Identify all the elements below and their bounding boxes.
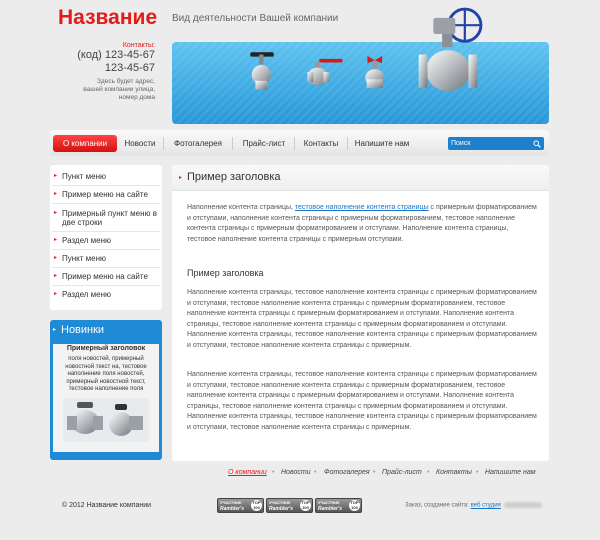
footer-nav-gallery[interactable]: Фотогалерея (324, 469, 370, 476)
content-subtitle: Пример заголовка (187, 268, 264, 278)
rambler-badge[interactable]: УЧАСТНИК Rambler's TOP 100 (266, 498, 313, 513)
side-menu-item[interactable]: ▸ Примерный пункт меню в две строки (54, 209, 157, 227)
footer-nav-pricelist[interactable]: Прайс-лист (382, 469, 422, 476)
news-item-title[interactable]: Примерный заголовок (66, 345, 146, 352)
nav-gallery[interactable]: Фотогалерея (174, 139, 222, 148)
side-menu-item[interactable]: ▸ Пункт меню (54, 254, 107, 263)
rambler-badge[interactable]: УЧАСТНИК Rambler's TOP 100 (217, 498, 264, 513)
side-menu-item[interactable]: ▸ Пример меню на сайте (54, 190, 148, 199)
bullet-icon: ▸ (54, 237, 58, 243)
news-item-image[interactable] (63, 398, 149, 442)
bullet-icon: ▸ (54, 273, 58, 279)
bullet-icon: ▸ (179, 175, 183, 181)
content-paragraph-1: Наполнение контента страницы, тестовое наполнение контента страницы с примерным форматированием и отступами, наполнение контента страницы с примерным форматированием, тестовое наполнение контента страницы с примерным форматированием и отступами. Наполнение контента страницы, тестовое наполнение контента страницы с примерным отступами. (187, 204, 537, 243)
header-banner (172, 42, 549, 124)
content-paragraph-3: Наполнение контента страницы, тестовое наполнение контента страницы с примерным форматированием и отступами, тестовое наполнение контента страницы с примерным форматированием, тестовое наполнение контента страницы с примерным форматированием и отступами. Наполнение контента страницы, тестовое наполнение контента страницы с примерным форматированием и отступами. Наполнение контента страницы, тестовое наполнение контента страницы с примерным форматированием и отступами, тестовое наполнение контента страницы с примерным. (187, 371, 537, 431)
side-menu-item[interactable]: ▸ Раздел меню (54, 236, 112, 245)
copyright: © 2012 Название компании (62, 502, 152, 509)
search-input[interactable] (451, 138, 529, 149)
bullet-icon: ▸ (54, 255, 58, 261)
contacts-label: Контакты: (122, 42, 155, 49)
content-header (172, 165, 549, 191)
page: Название Вид деятельности Вашей компании Контакты: (код) 123-45-67 123-45-67 Здесь будет адрес, вашей компании улица, номер дома О компании Новости Фотогалерея Прайс-лист Контакты Напишите нам Поиск ▸ Пункт меню ▸ Пример меню на сайте ▸ Примерный пункт меню в две строки ▸ Раздел меню ▸ Пункт меню ▸ Пример меню на сайте ▸ Раздел меню ▸ Новинки Примерный заголовок поля новостей, примерный новостной текст на, тестовое наполнение поля новостей, примерный новостной текст, тестовое наполнение поля ▸ Пример заголовка Наполнение контента страницы, тестовое наполнение контента страницы с примерным форматированием и отступами, наполнение контента страницы с примерным форматированием, тестовое наполнение контента страницы с примерным форматированием и отступами. Наполнение контента страницы, тестовое наполнение контента страницы с примерным отступами. Пример заголовка Наполнение контента страницы, тестовое наполнение контента страницы с примерным форматированием и отступами, тестовое наполнение контента страницы с примерным форматированием, тестовое наполнение контента страницы с примерным форматированием и отступами. Наполнение контента страницы, тестовое наполнение контента страницы с примерным форматированием и отступами. Наполнение контента страницы, тестовое наполнение контента страницы с примерным форматированием и отступами, тестовое наполнение контента страницы с примерным. Наполнение контента страницы, тестовое наполнение контента страницы с примерным форматированием и отступами, тестовое наполнение контента страницы с примерным форматированием, тестовое наполнение контента страницы с примерным форматированием и отступами. Наполнение контента страницы, тестовое наполнение контента страницы с примерным форматированием и отступами. Наполнение контента страницы, тестовое наполнение контента страницы с примерным форматированием и отступами, тестовое наполнение контента страницы с примерным. О компании • Новости • Фотогалерея • Прайс-лист • Контакты • Напишите нам © 2012 Название компании УЧАСТНИК Rambler's TOP 100 УЧАСТНИК Rambler's TOP 100 УЧАСТНИК Rambler's TOP 100 Заказ, создание сайта: веб студия (50, 0, 550, 540)
nav-contacts[interactable]: Контакты (303, 139, 339, 148)
phone-secondary: 123-45-67 (104, 62, 155, 74)
side-menu-item[interactable]: ▸ Пункт меню (54, 172, 107, 181)
bullet-icon: ▸ (54, 191, 58, 197)
news-panel (50, 320, 162, 460)
valves-image (172, 12, 549, 94)
bullet-icon: ▸ (53, 327, 57, 333)
company-address: Здесь будет адрес, вашей компании улица, номер дома (83, 78, 155, 101)
side-menu (50, 165, 162, 310)
site-tagline: Вид деятельности Вашей компании (172, 13, 339, 24)
nav-write-us[interactable]: Напишите нам (354, 139, 410, 148)
bullet-icon: ▸ (54, 210, 58, 216)
content-paragraph-2: Наполнение контента страницы, тестовое наполнение контента страницы с примерным форматированием и отступами, тестовое наполнение контента страницы с примерным форматированием, тестовое наполнение контента страницы с примерным форматированием и отступами. Наполнение контента страницы, тестовое наполнение контента страницы с примерным форматированием и отступами. Наполнение контента страницы, тестовое наполнение контента страницы с примерным форматированием и отступами, тестовое наполнение контента страницы с примерным. (187, 289, 537, 349)
page-title: ▸ Пример заголовка (179, 171, 281, 183)
nav-about[interactable]: О компании (53, 135, 117, 152)
footer-nav-contacts[interactable]: Контакты (436, 469, 472, 476)
news-panel-title: ▸ Новинки (53, 324, 105, 336)
studio-link[interactable]: веб студия (470, 502, 501, 509)
main-content (172, 165, 549, 461)
blurred-text (504, 502, 542, 508)
studio-credit: Заказ, создание сайта: веб студия (405, 502, 542, 509)
rambler-badge[interactable]: УЧАСТНИК Rambler's TOP 100 (315, 498, 362, 513)
bullet-icon: ▸ (54, 291, 58, 297)
site-logo[interactable]: Название (58, 6, 158, 29)
side-menu-item[interactable]: ▸ Пример меню на сайте (54, 272, 148, 281)
contacts-block (50, 42, 155, 102)
news-item-text: поля новостей, примерный новостной текст на, тестовое наполнение поля новостей, примерный новостной текст, тестовое наполнение поля (65, 356, 147, 392)
search-icon[interactable] (533, 140, 541, 148)
footer-nav-about[interactable]: О компании (228, 469, 267, 476)
bullet-icon: ▸ (54, 173, 58, 179)
footer-nav-write-us[interactable]: Напишите нам (485, 469, 536, 476)
footer-nav-news[interactable]: Новости (281, 469, 311, 476)
nav-pricelist[interactable]: Прайс-лист (242, 139, 286, 148)
search-box (448, 137, 544, 150)
side-menu-item[interactable]: ▸ Раздел меню (54, 290, 112, 299)
phone-primary: (код) 123-45-67 (77, 49, 155, 61)
nav-news[interactable]: Новости (124, 139, 156, 148)
news-item (53, 344, 159, 452)
content-link[interactable]: тестовое наполнение контента страницы (294, 204, 429, 211)
main-nav (50, 130, 549, 156)
